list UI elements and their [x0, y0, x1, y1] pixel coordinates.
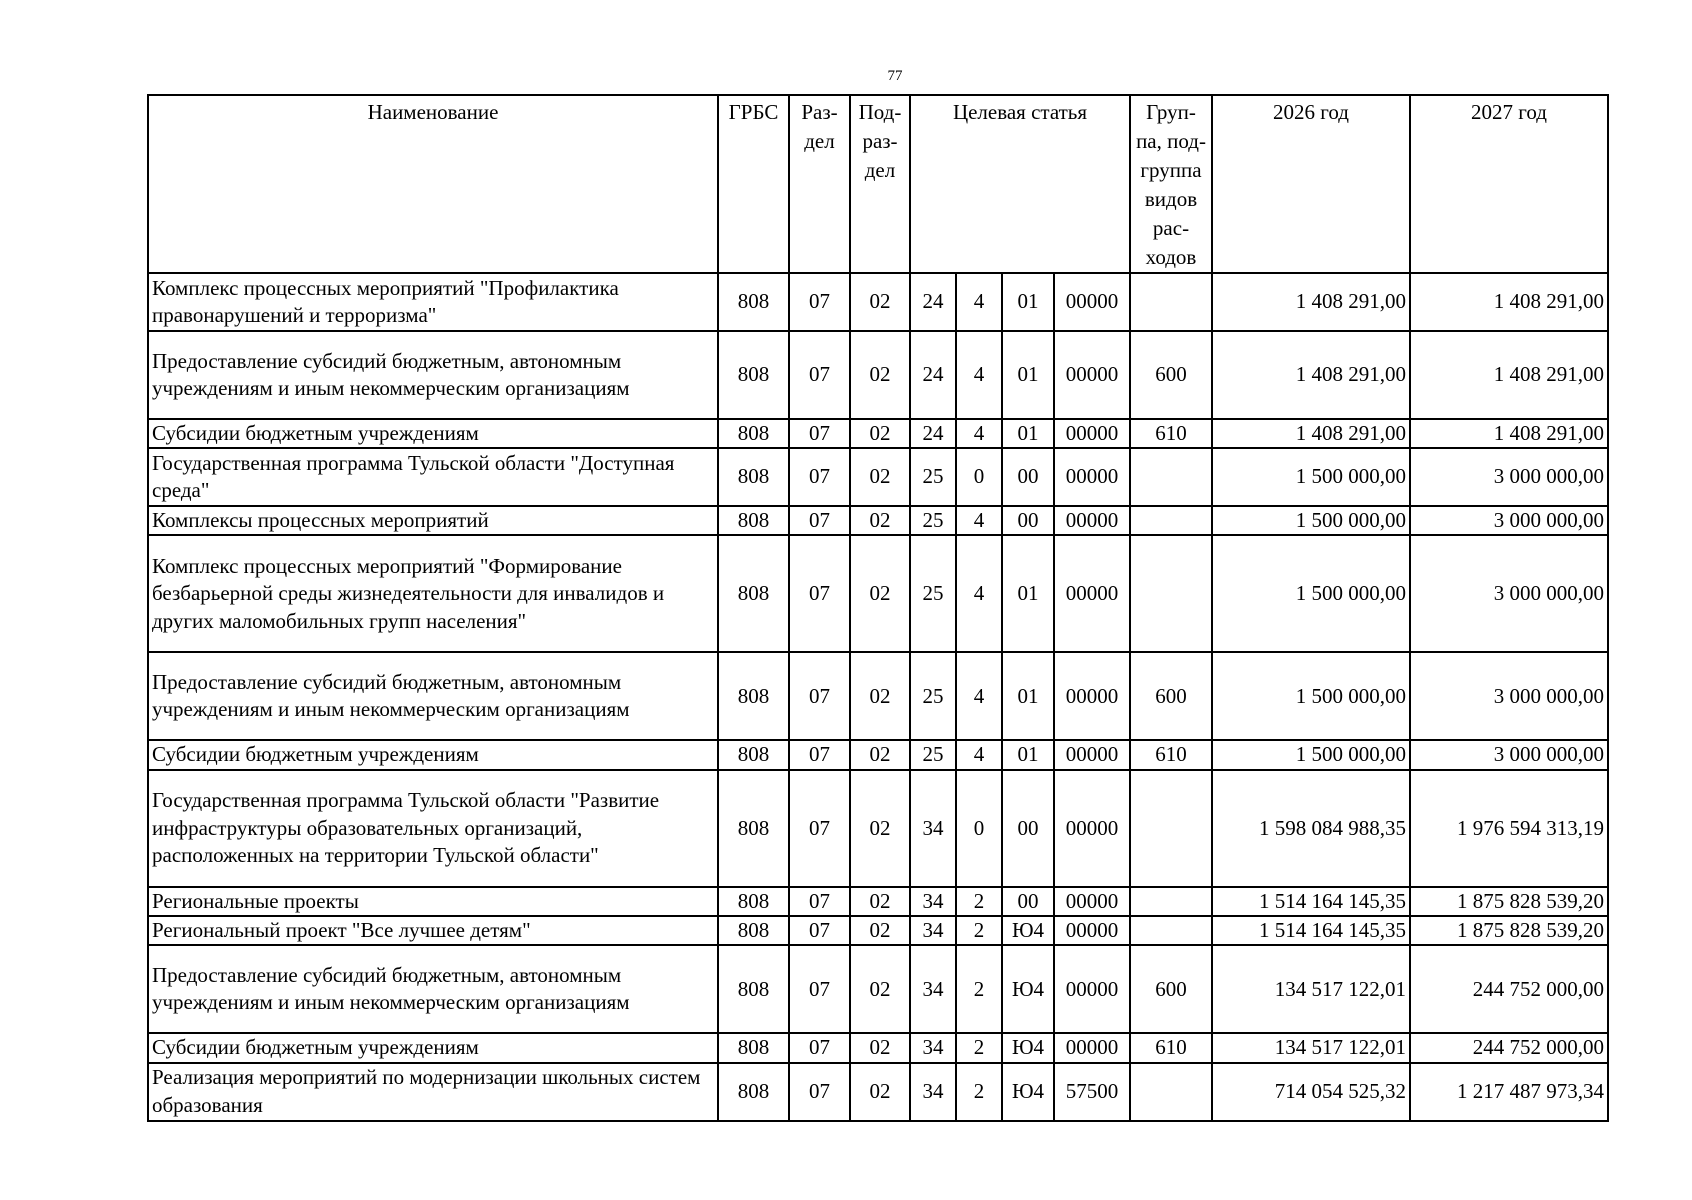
cell-target-type: 2 — [956, 916, 1002, 945]
cell-podrazdel: 02 — [850, 506, 910, 535]
cell-razdel: 07 — [789, 1063, 850, 1121]
cell-target-direction: 00000 — [1054, 652, 1130, 740]
cell-podrazdel: 02 — [850, 1033, 910, 1062]
cell-target-structure: 00 — [1002, 887, 1054, 916]
table-row — [148, 535, 1608, 652]
cell-2027: 3 000 000,00 — [1410, 652, 1608, 740]
page-number: 77 — [887, 68, 903, 84]
cell-grbs: 808 — [718, 419, 789, 448]
cell-grbs: 808 — [718, 273, 789, 331]
cell-name: Региональные проекты — [148, 887, 718, 916]
cell-2026: 1 500 000,00 — [1212, 535, 1410, 652]
cell-expense-group — [1130, 448, 1212, 506]
cell-2026: 714 054 525,32 — [1212, 1063, 1410, 1121]
cell-podrazdel: 02 — [850, 535, 910, 652]
table-row — [148, 331, 1608, 419]
cell-2027: 1 976 594 313,19 — [1410, 770, 1608, 887]
cell-podrazdel: 02 — [850, 770, 910, 887]
cell-2026: 1 514 164 145,35 — [1212, 916, 1410, 945]
cell-podrazdel: 02 — [850, 419, 910, 448]
cell-target-structure: 01 — [1002, 740, 1054, 769]
cell-expense-group: 610 — [1130, 1033, 1212, 1062]
cell-target-direction: 00000 — [1054, 273, 1130, 331]
cell-2026: 134 517 122,01 — [1212, 1033, 1410, 1062]
cell-target-structure: 00 — [1002, 448, 1054, 506]
cell-name: Предоставление субсидий бюджетным, автономным учреждениям и иным некоммерческим организациям — [148, 945, 718, 1033]
cell-target-structure: 00 — [1002, 506, 1054, 535]
cell-grbs: 808 — [718, 506, 789, 535]
cell-podrazdel: 02 — [850, 916, 910, 945]
cell-grbs: 808 — [718, 331, 789, 419]
cell-target-direction: 00000 — [1054, 506, 1130, 535]
cell-2026: 1 500 000,00 — [1212, 506, 1410, 535]
cell-target-structure: Ю4 — [1002, 945, 1054, 1033]
table-row — [148, 1063, 1608, 1121]
table-row — [148, 1033, 1608, 1062]
table-row — [148, 916, 1608, 945]
cell-target-direction: 00000 — [1054, 448, 1130, 506]
cell-target-structure: Ю4 — [1002, 916, 1054, 945]
cell-2027: 3 000 000,00 — [1410, 535, 1608, 652]
cell-2027: 1 217 487 973,34 — [1410, 1063, 1608, 1121]
cell-podrazdel: 02 — [850, 448, 910, 506]
cell-razdel: 07 — [789, 945, 850, 1033]
cell-target-type: 4 — [956, 506, 1002, 535]
cell-razdel: 07 — [789, 770, 850, 887]
table-body — [148, 273, 1608, 1121]
cell-target-type: 4 — [956, 273, 1002, 331]
cell-podrazdel: 02 — [850, 945, 910, 1033]
cell-target-program: 25 — [910, 652, 956, 740]
cell-podrazdel: 02 — [850, 887, 910, 916]
cell-name: Комплекс процессных мероприятий "Профилактика правонарушений и терроризма" — [148, 273, 718, 331]
cell-2026: 134 517 122,01 — [1212, 945, 1410, 1033]
cell-expense-group: 600 — [1130, 945, 1212, 1033]
table-header — [148, 95, 1608, 273]
cell-2027: 1 408 291,00 — [1410, 273, 1608, 331]
cell-target-program: 34 — [910, 770, 956, 887]
cell-expense-group — [1130, 1063, 1212, 1121]
cell-target-type: 4 — [956, 331, 1002, 419]
cell-podrazdel: 02 — [850, 1063, 910, 1121]
cell-2027: 1 875 828 539,20 — [1410, 887, 1608, 916]
cell-razdel: 07 — [789, 448, 850, 506]
cell-2026: 1 408 291,00 — [1212, 331, 1410, 419]
table-row — [148, 652, 1608, 740]
cell-podrazdel: 02 — [850, 331, 910, 419]
cell-2026: 1 408 291,00 — [1212, 419, 1410, 448]
cell-2026: 1 500 000,00 — [1212, 740, 1410, 769]
cell-target-type: 2 — [956, 1063, 1002, 1121]
cell-target-direction: 00000 — [1054, 535, 1130, 652]
cell-grbs: 808 — [718, 916, 789, 945]
cell-razdel: 07 — [789, 331, 850, 419]
cell-target-program: 25 — [910, 740, 956, 769]
cell-target-program: 25 — [910, 506, 956, 535]
cell-target-type: 2 — [956, 1033, 1002, 1062]
cell-target-structure: Ю4 — [1002, 1063, 1054, 1121]
table-row — [148, 770, 1608, 887]
cell-2027: 3 000 000,00 — [1410, 506, 1608, 535]
cell-2027: 3 000 000,00 — [1410, 448, 1608, 506]
cell-target-direction: 00000 — [1054, 945, 1130, 1033]
cell-2027: 1 875 828 539,20 — [1410, 916, 1608, 945]
cell-target-direction: 00000 — [1054, 1033, 1130, 1062]
cell-target-direction: 00000 — [1054, 419, 1130, 448]
cell-razdel: 07 — [789, 1033, 850, 1062]
header-expense-group: Груп- па, под- группа видов рас- ходов — [1130, 95, 1212, 273]
cell-target-program: 24 — [910, 419, 956, 448]
cell-podrazdel: 02 — [850, 652, 910, 740]
cell-expense-group: 600 — [1130, 331, 1212, 419]
cell-2027: 1 408 291,00 — [1410, 331, 1608, 419]
cell-grbs: 808 — [718, 770, 789, 887]
table-row — [148, 740, 1608, 769]
cell-target-program: 24 — [910, 331, 956, 419]
cell-target-type: 0 — [956, 448, 1002, 506]
cell-grbs: 808 — [718, 1063, 789, 1121]
header-2026: 2026 год — [1212, 95, 1410, 273]
header-target-article: Целевая статья — [910, 95, 1130, 273]
cell-target-direction: 00000 — [1054, 887, 1130, 916]
cell-target-type: 0 — [956, 770, 1002, 887]
table-row — [148, 419, 1608, 448]
cell-razdel: 07 — [789, 535, 850, 652]
cell-expense-group — [1130, 770, 1212, 887]
cell-razdel: 07 — [789, 652, 850, 740]
cell-target-direction: 00000 — [1054, 770, 1130, 887]
cell-target-program: 25 — [910, 448, 956, 506]
cell-target-structure: 01 — [1002, 535, 1054, 652]
cell-target-structure: 01 — [1002, 331, 1054, 419]
cell-2027: 1 408 291,00 — [1410, 419, 1608, 448]
cell-podrazdel: 02 — [850, 273, 910, 331]
cell-target-type: 4 — [956, 535, 1002, 652]
table-row — [148, 887, 1608, 916]
table-row — [148, 506, 1608, 535]
budget-table — [147, 94, 1609, 1122]
cell-razdel: 07 — [789, 916, 850, 945]
cell-expense-group: 610 — [1130, 740, 1212, 769]
cell-target-structure: Ю4 — [1002, 1033, 1054, 1062]
cell-target-program: 34 — [910, 1033, 956, 1062]
cell-grbs: 808 — [718, 945, 789, 1033]
header-razdel: Раз- дел — [789, 95, 850, 273]
cell-razdel: 07 — [789, 887, 850, 916]
cell-name: Предоставление субсидий бюджетным, автономным учреждениям и иным некоммерческим организациям — [148, 331, 718, 419]
cell-expense-group: 610 — [1130, 419, 1212, 448]
cell-target-program: 25 — [910, 535, 956, 652]
cell-name: Комплекс процессных мероприятий "Формирование безбарьерной среды жизнедеятельности для инвалидов и других маломобильных групп населения" — [148, 535, 718, 652]
cell-2026: 1 514 164 145,35 — [1212, 887, 1410, 916]
table-row — [148, 945, 1608, 1033]
cell-name: Субсидии бюджетным учреждениям — [148, 419, 718, 448]
header-2027: 2027 год — [1410, 95, 1608, 273]
cell-grbs: 808 — [718, 448, 789, 506]
cell-grbs: 808 — [718, 1033, 789, 1062]
cell-target-type: 2 — [956, 945, 1002, 1033]
cell-target-direction: 57500 — [1054, 1063, 1130, 1121]
cell-2027: 244 752 000,00 — [1410, 945, 1608, 1033]
cell-name: Региональный проект "Все лучшее детям" — [148, 916, 718, 945]
table-row — [148, 273, 1608, 331]
cell-expense-group — [1130, 506, 1212, 535]
cell-target-program: 34 — [910, 916, 956, 945]
cell-name: Субсидии бюджетным учреждениям — [148, 740, 718, 769]
cell-target-direction: 00000 — [1054, 916, 1130, 945]
cell-expense-group — [1130, 916, 1212, 945]
cell-2027: 3 000 000,00 — [1410, 740, 1608, 769]
cell-grbs: 808 — [718, 535, 789, 652]
cell-grbs: 808 — [718, 652, 789, 740]
cell-podrazdel: 02 — [850, 740, 910, 769]
cell-target-structure: 01 — [1002, 273, 1054, 331]
cell-target-direction: 00000 — [1054, 740, 1130, 769]
cell-razdel: 07 — [789, 506, 850, 535]
cell-grbs: 808 — [718, 740, 789, 769]
cell-target-structure: 01 — [1002, 419, 1054, 448]
cell-name: Реализация мероприятий по модернизации школьных систем образования — [148, 1063, 718, 1121]
cell-expense-group — [1130, 535, 1212, 652]
cell-grbs: 808 — [718, 887, 789, 916]
cell-2026: 1 500 000,00 — [1212, 652, 1410, 740]
cell-name: Предоставление субсидий бюджетным, автономным учреждениям и иным некоммерческим организациям — [148, 652, 718, 740]
cell-2027: 244 752 000,00 — [1410, 1033, 1608, 1062]
cell-2026: 1 500 000,00 — [1212, 448, 1410, 506]
cell-razdel: 07 — [789, 419, 850, 448]
cell-name: Субсидии бюджетным учреждениям — [148, 1033, 718, 1062]
cell-target-type: 4 — [956, 652, 1002, 740]
cell-name: Государственная программа Тульской области "Доступная среда" — [148, 448, 718, 506]
cell-target-type: 4 — [956, 419, 1002, 448]
cell-razdel: 07 — [789, 273, 850, 331]
cell-name: Государственная программа Тульской области "Развитие инфраструктуры образовательных организаций, расположенных на территории Тульской области" — [148, 770, 718, 887]
header-podrazdel: Под- раз- дел — [850, 95, 910, 273]
header-grbs: ГРБС — [718, 95, 789, 273]
cell-target-program: 34 — [910, 945, 956, 1033]
header-name: Наименование — [148, 95, 718, 273]
cell-name: Комплексы процессных мероприятий — [148, 506, 718, 535]
cell-expense-group — [1130, 887, 1212, 916]
cell-target-program: 34 — [910, 887, 956, 916]
cell-target-type: 4 — [956, 740, 1002, 769]
cell-expense-group — [1130, 273, 1212, 331]
cell-2026: 1 408 291,00 — [1212, 273, 1410, 331]
cell-razdel: 07 — [789, 740, 850, 769]
cell-target-structure: 01 — [1002, 652, 1054, 740]
cell-target-type: 2 — [956, 887, 1002, 916]
cell-target-program: 34 — [910, 1063, 956, 1121]
cell-target-direction: 00000 — [1054, 331, 1130, 419]
cell-2026: 1 598 084 988,35 — [1212, 770, 1410, 887]
cell-target-structure: 00 — [1002, 770, 1054, 887]
table-row — [148, 448, 1608, 506]
cell-expense-group: 600 — [1130, 652, 1212, 740]
cell-target-program: 24 — [910, 273, 956, 331]
